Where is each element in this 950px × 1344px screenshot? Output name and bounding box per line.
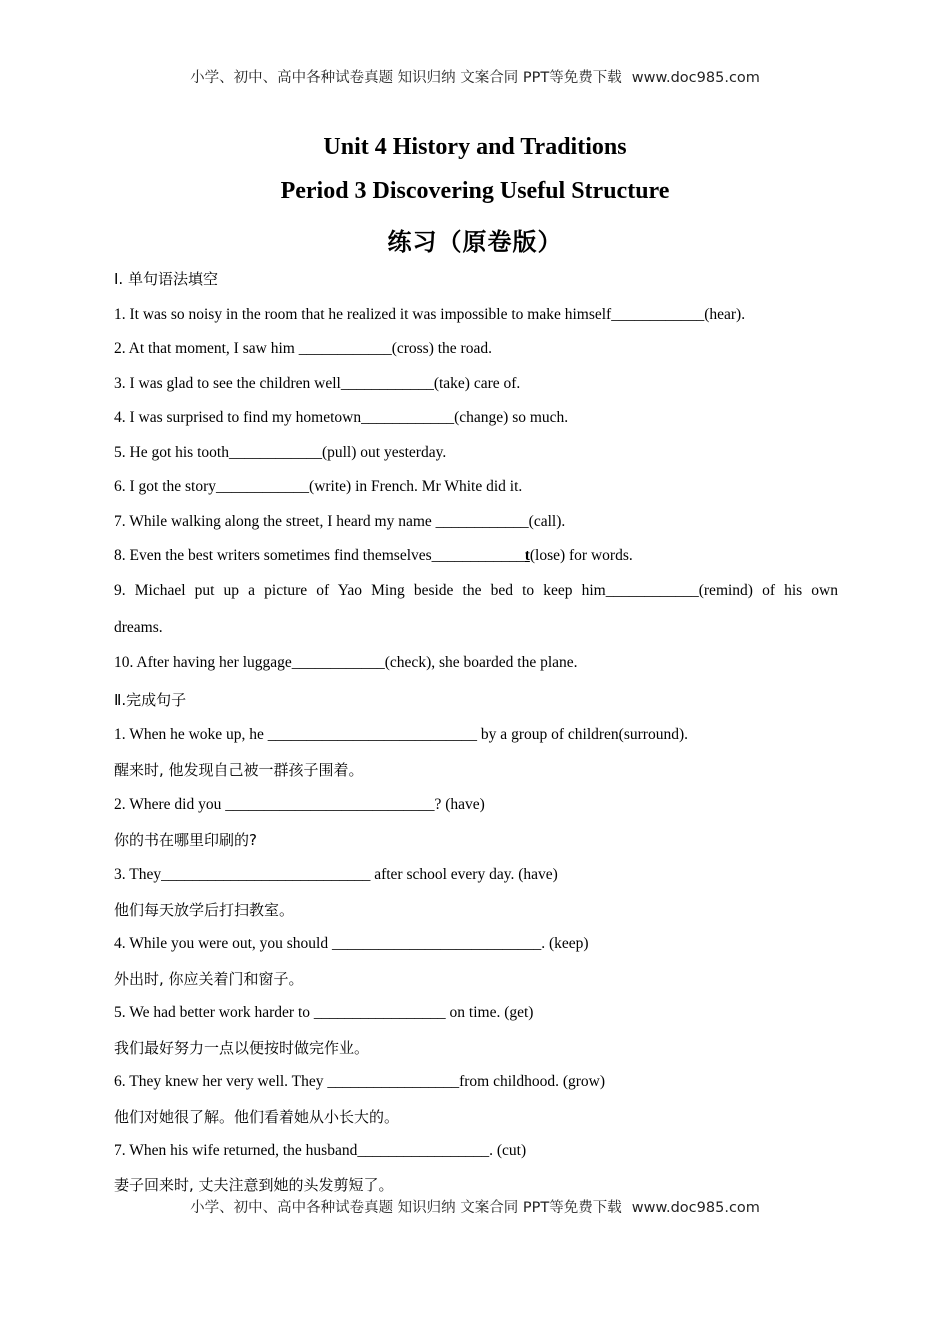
banner-text: 小学、初中、高中各种试卷真题 知识归纳 文案合同 PPT等免费下载	[190, 70, 622, 86]
question-item: 7. While walking along the street, I heard my name ____________(call).	[114, 513, 566, 530]
sentence-translation: 我们最好努力一点以便按时做完作业。	[114, 1039, 370, 1057]
sentence-item: 5. We had better work harder to _________________ on time. (get)	[114, 1004, 534, 1021]
sentence-translation: 醒来时, 他发现自己被一群孩子围着。	[114, 761, 364, 779]
sentence-translation: 他们每天放学后打扫教室。	[114, 901, 295, 919]
banner-text: 小学、初中、高中各种试卷真题 知识归纳 文案合同 PPT等免费下载	[190, 1200, 622, 1216]
banner-url-link[interactable]: www.doc985.com	[631, 70, 760, 86]
question-item: 1. It was so noisy in the room that he realized it was impossible to make himself____________(hear).	[114, 306, 746, 323]
sentence-item: 7. When his wife returned, the husband_________________. (cut)	[114, 1142, 527, 1159]
unit-title: Unit 4 History and Traditions	[323, 134, 627, 160]
question-item: 9. Michael put up a picture of Yao Ming beside the bed to keep him____________(remind) of his own	[114, 582, 838, 599]
question-item: 5. He got his tooth____________(pull) out yesterday.	[114, 444, 447, 461]
period-title: Period 3 Discovering Useful Structure	[280, 178, 670, 204]
question-8-end: (lose) for words.	[529, 547, 633, 564]
exercise-title: 练习（原卷版）	[387, 228, 563, 256]
header-banner	[0, 66, 950, 87]
sentence-translation: 妻子回来时, 丈夫注意到她的头发剪短了。	[114, 1176, 394, 1194]
sentence-translation: 你的书在哪里印刷的?	[114, 831, 257, 849]
sentence-item: 1. When he woke up, he ___________________________ by a group of children(surround).	[114, 726, 688, 743]
question-item: 4. I was surprised to find my hometown____________(change) so much.	[114, 409, 569, 426]
banner-url-link[interactable]: www.doc985.com	[631, 1200, 760, 1216]
question-item: 6. I got the story____________(write) in French. Mr White did it.	[114, 478, 523, 495]
sentence-item: 2. Where did you ___________________________? (have)	[114, 796, 485, 813]
section2-heading: Ⅱ.完成句子	[114, 691, 187, 709]
question-item-8	[114, 546, 838, 566]
question-item: 2. At that moment, I saw him ____________(cross) the road.	[114, 340, 492, 357]
sentence-item: 6. They knew her very well. They _________________from childhood. (grow)	[114, 1073, 606, 1090]
question-8-start: 8. Even the best writers sometimes find themselves____________	[114, 547, 525, 564]
sentence-item: 3. They___________________________ after school every day. (have)	[114, 866, 558, 883]
question-item: 10. After having her luggage____________(check), she boarded the plane.	[114, 654, 578, 671]
sentence-translation: 外出时, 你应关着门和窗子。	[114, 970, 304, 988]
sentence-translation: 他们对她很了解。他们看着她从小长大的。	[114, 1108, 400, 1126]
sentence-item: 4. While you were out, you should ___________________________. (keep)	[114, 935, 589, 952]
footer-banner	[0, 1196, 950, 1217]
question-item-continuation: dreams.	[114, 619, 163, 636]
question-8-mark: t	[524, 547, 530, 564]
question-item: 3. I was glad to see the children well____________(take) care of.	[114, 375, 521, 392]
section1-heading: Ⅰ. 单句语法填空	[114, 270, 218, 288]
